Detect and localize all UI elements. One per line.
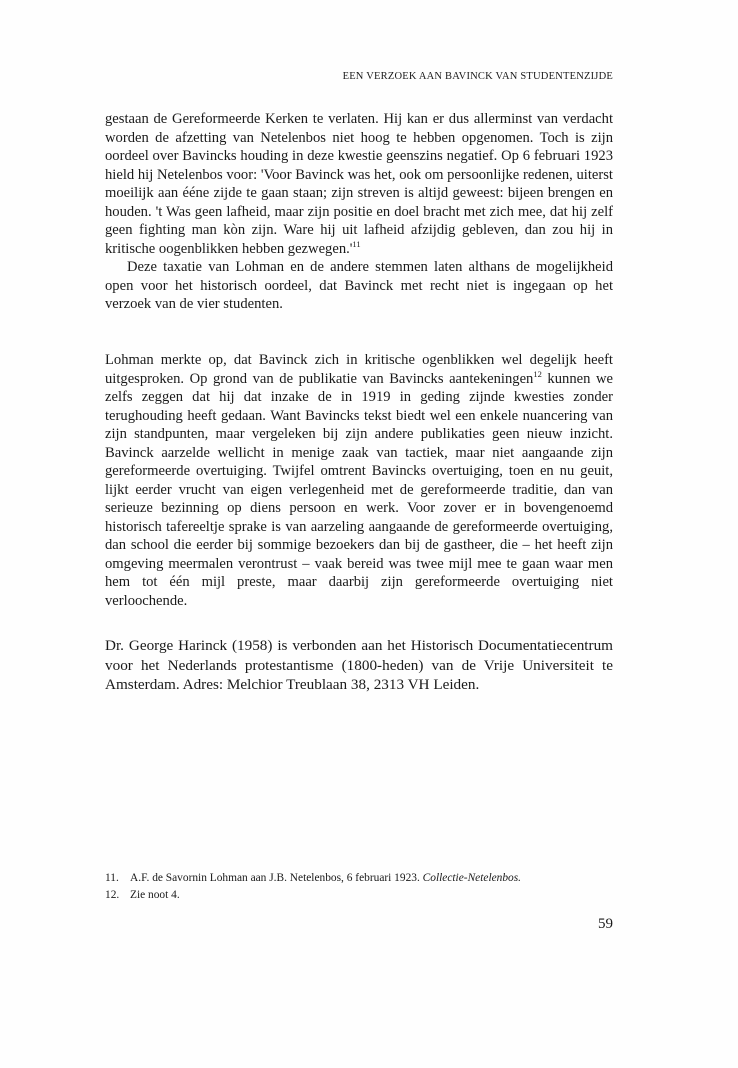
footnote-body: Zie noot 4. <box>130 889 180 901</box>
body-text-block-2 <box>105 351 613 610</box>
footnote-text <box>130 887 180 904</box>
page-number: 59 <box>598 916 613 932</box>
footnote-number: 12. <box>105 889 120 901</box>
paragraph-1-text: gestaan de Gereformeerde Kerken te verlaten. Hij kan er dus allerminst van verdacht worden de afzetting van Netelenbos niet hoog te hebben opgenomen. Toch is zijn oordeel over Bavincks houding in deze kwestie geenszins negatief. Op 6 februari 1923 hield hij Netelenbos voor: 'Voor Bavinck was het, ook om persoonlijke redenen, uiterst moeilijk aan ééne zijde te gaan staan; zijn streven is altijd geweest: bijeen brengen en houden. 't Was geen lafheid, maar zijn positie en doel bracht met zich mee, dat hij zelf geen fighting man kòn zijn. Ware hij uit lafheid afzijdig gebleven, dan zou hij in kritische oogenblikken hebben gezwegen.' <box>105 111 613 257</box>
paragraph-1 <box>105 110 613 258</box>
footnote-ref-12: 12 <box>533 368 542 379</box>
paragraph-3 <box>105 351 613 610</box>
footnote-body: A.F. de Savornin Lohman aan J.B. Netelenbos, 6 februari 1923. <box>130 872 423 884</box>
paragraph-2: Deze taxatie van Lohman en de andere stemmen laten althans de mogelijkheid open voor het historisch oordeel, dat Bavinck met recht niet is ingegaan op het verzoek van de vier studenten. <box>105 259 613 312</box>
footnote-12 <box>105 887 613 904</box>
running-header: EEN VERZOEK AAN BAVINCK VAN STUDENTENZIJDE <box>342 71 613 82</box>
paragraph-3-text-b: kunnen we zelfs zeggen dat hij dat inzake de in 1919 in geding zijnde kwesties zonder terughouding heeft gedaan. Want Bavincks tekst biedt wel een enkele nuancering van zijn standpunten, maar vergeleken bij zijn andere publikaties geen nieuw inzicht. Bavinck aarzelde wellicht in menige zaak van tactiek, maar niet aangaande zijn gereformeerde overtuiging. Twijfel omtrent Bavincks overtuiging, toen en nu geuit, lijkt eerder vrucht van eigen verlegenheid met de gereformeerde traditie, dan van serieuze bezinning op diens persoon en werk. Voor zover er in bovengenoemd historisch tafereeltje sprake is van aarzeling aangaande de gereformeerde overtuiging, dan school die eerder bij sommige bezoekers dan bij de gastheer, die – het heeft zijn omgeving meermalen verontrust – vaak bereid was twee mijl mee te gaan waar men hem tot één mijl preste, maar daarbij zijn gereformeerde overtuiging niet verloochende. <box>105 370 613 609</box>
author-note-block <box>105 636 613 695</box>
footnote-ref-11: 11 <box>352 238 361 249</box>
footnote-11 <box>105 870 613 887</box>
footnote-number: 11. <box>105 872 119 884</box>
footnote-source: Collectie-Netelenbos. <box>422 872 522 884</box>
body-text-block-1 <box>105 110 613 314</box>
author-note: Dr. George Harinck (1958) is verbonden aan het Historisch Documentatiecentrum voor het Nederlands protestantisme (1800-heden) van de Vrije Universiteit te Amsterdam. Adres: Melchior Treublaan 38, 2313 VH Leiden. <box>105 637 613 693</box>
footnotes <box>105 870 613 904</box>
paragraph-3-text-a: Lohman merkte op, dat Bavinck zich in kritische ogenblikken wel degelijk heeft uitgesproken. Op grond van de publikatie van Bavincks aantekeningen <box>105 352 613 387</box>
footnote-text <box>130 870 521 887</box>
